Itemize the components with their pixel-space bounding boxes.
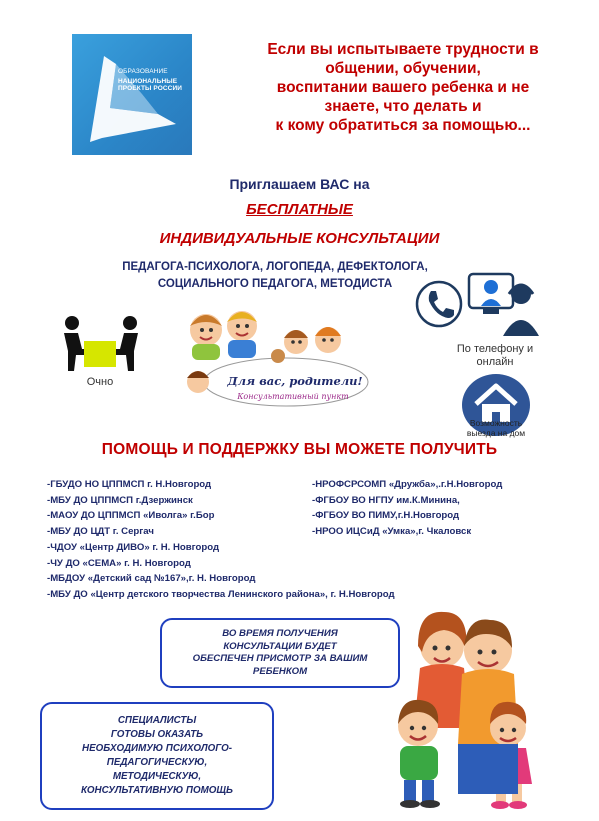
intro-line: воспитании вашего ребенка и не xyxy=(276,79,530,96)
organization-item: -МБУ ДО ЦДТ г. Сергач xyxy=(47,526,154,538)
in-person-label: Очно xyxy=(86,376,114,388)
organization-item: -НРОФСРСОМП «Дружба»,.г.Н.Новгород xyxy=(312,479,503,490)
childcare-line: ВО ВРЕМЯ ПОЛУЧЕНИЯ xyxy=(222,628,338,639)
logo-text xyxy=(118,68,188,93)
logo-line-1: ОБРАЗОВАНИЕ xyxy=(118,68,168,75)
invite-heading: Приглашаем ВАС на xyxy=(229,176,370,192)
childcare-line: РЕБЕНКОМ xyxy=(252,665,308,677)
organization-item: -ФГБОУ ВО НГПУ им.К.Минина, xyxy=(312,494,460,506)
organization-item: -ЧДОУ «Центр ДИВО» г. Н. Новгород xyxy=(47,541,220,553)
organization-item: -ГБУДО НО ЦППМСП г. Н.Новгород xyxy=(47,479,212,490)
organization-item: -ФГБОУ ВО ПИМУ,г.Н.Новгород xyxy=(312,510,460,522)
banner-subtitle: Консультативный пункт xyxy=(237,392,349,401)
intro-line: к кому обратиться за помощью... xyxy=(275,117,531,134)
phone-icon xyxy=(414,279,464,329)
individual-consultations-heading: ИНДИВИДУАЛЬНЫЕ КОНСУЛЬТАЦИИ xyxy=(159,230,440,247)
organization-item: -МБУ ДО ЦППМСП г.Дзержинск xyxy=(47,494,193,506)
logo-shape-icon xyxy=(72,34,192,155)
intro-text xyxy=(228,40,578,135)
help-heading: ПОМОЩЬ И ПОДДЕРЖКУ ВЫ МОЖЕТЕ ПОЛУЧИТЬ xyxy=(101,441,498,458)
organization-item: -НРОО ИЦСиД «Умка»,г. Чкаловск xyxy=(312,526,472,538)
online-consultant-icon xyxy=(467,272,539,338)
in-person-meeting-icon xyxy=(58,313,144,373)
childcare-line: ОБЕСПЕЧЕН ПРИСМОТР ЗА ВАШИМ xyxy=(192,653,368,664)
specialists-help-box xyxy=(40,702,274,810)
help-line: СПЕЦИАЛИСТЫ xyxy=(117,715,197,726)
national-projects-logo xyxy=(72,34,192,155)
childcare-notice-box xyxy=(160,618,400,688)
home-visit-label: Возможность выезда на дом xyxy=(466,418,526,438)
logo-line-2: НАЦИОНАЛЬНЫЕ ПРОЕКТЫ РОССИИ xyxy=(118,77,183,92)
organization-item: -ЧУ ДО «СЕМА» г. Н. Новгород xyxy=(47,557,191,569)
intro-line: Если вы испытываете трудности в xyxy=(267,41,539,58)
organization-item: -МБУ ДО «Центр детского творчества Ленинского района», г. Н.Новгород xyxy=(47,588,395,600)
intro-line: знаете, что делать и xyxy=(324,98,482,115)
family-illustration xyxy=(390,606,540,811)
phone-online-label: По телефону и онлайн xyxy=(456,343,534,368)
help-line: ГОТОВЫ ОКАЗАТЬ xyxy=(110,729,204,740)
organization-item: -МАОУ ДО ЦППМСП «Иволга» г.Бор xyxy=(47,510,215,522)
childcare-line: КОНСУЛЬТАЦИИ БУДЕТ xyxy=(223,640,337,652)
organizations-right xyxy=(312,477,502,540)
help-line: НЕОБХОДИМУЮ ПСИХОЛОГО- xyxy=(82,743,232,754)
intro-line: общении, обучении, xyxy=(325,60,481,77)
specialists-line: СОЦИАЛЬНОГО ПЕДАГОГА, МЕТОДИСТА xyxy=(157,278,393,290)
specialists-line: ПЕДАГОГА-ПСИХОЛОГА, ЛОГОПЕДА, ДЕФЕКТОЛОГА, xyxy=(122,261,428,273)
help-line: КОНСУЛЬТАТИВНУЮ ПОМОЩЬ xyxy=(81,785,233,796)
help-line: МЕТОДИЧЕСКУЮ, xyxy=(112,771,202,782)
organization-item: -МБДОУ «Детский сад №167»,г. Н. Новгород xyxy=(47,573,256,585)
free-heading: БЕСПЛАТНЫЕ xyxy=(246,201,353,218)
banner-title: Для вас, родители! xyxy=(227,374,363,388)
help-line: ПЕДАГОГИЧЕСКУЮ, xyxy=(106,757,208,768)
